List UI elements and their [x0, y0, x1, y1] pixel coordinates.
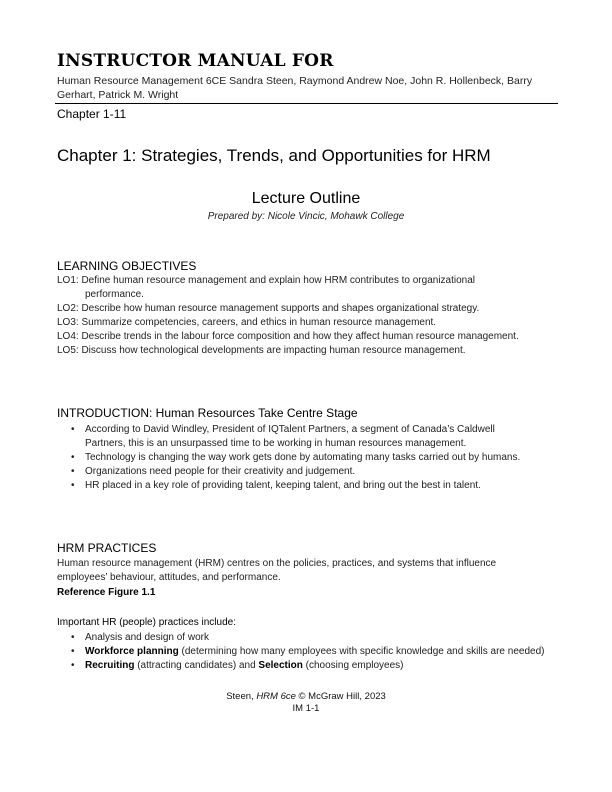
chapter-range: Chapter 1-11 [57, 107, 127, 121]
hrm-paragraph: Human resource management (HRM) centres on the policies, practices, and systems that influence employees’ behaviour, attitudes, and performance. [57, 558, 497, 583]
list-item [57, 631, 547, 645]
page-number: IM 1-1 [292, 703, 320, 714]
list-item: LO2: Describe how human resource management supports and shapes organizational strategy. [57, 303, 480, 314]
manual-title: INSTRUCTOR MANUAL FOR [57, 51, 334, 71]
footer-copyright [0, 691, 612, 703]
prepared-by: Prepared by: Nicole Vincic, Mohawk College [207, 211, 405, 222]
list-item-text: (choosing employees) [302, 660, 404, 671]
footer-publisher: © McGraw Hill, 2023 [295, 691, 386, 702]
learning-objectives-heading: LEARNING OBJECTIVES [57, 259, 197, 273]
footer-author: Steen, [226, 691, 257, 702]
list-item-text: Organizations need people for their creativity and judgement. [85, 466, 356, 477]
list-item [57, 465, 537, 479]
bullet-icon: • [71, 660, 75, 671]
introduction-heading: INTRODUCTION: Human Resources Take Centre Stage [57, 406, 358, 420]
list-item: LO3: Summarize competencies, careers, and ethics in human resource management. [57, 317, 437, 328]
list-item-text: Technology is changing the way work gets done by automating many tasks carried out by humans. [85, 452, 521, 463]
outline-title: Lecture Outline [251, 190, 361, 207]
header-divider [55, 103, 558, 104]
footer-book: HRM 6ce [256, 691, 296, 702]
list-item: LO5: Discuss how technological developments are impacting human resource management. [57, 345, 466, 356]
list-item [57, 645, 547, 659]
practice-term: Selection [258, 660, 303, 671]
practice-term: Workforce planning [85, 646, 179, 657]
list-item-text: HR placed in a key role of providing talent, keeping talent, and bring out the best in talent. [85, 480, 481, 491]
list-item: LO4: Describe trends in the labour force composition and how they affect human resource management. [57, 331, 519, 342]
list-item [57, 479, 537, 493]
book-authors: Human Resource Management 6CE Sandra Steen, Raymond Andrew Noe, John R. Hollenbeck, Barry Gerhart, Patrick M. Wright [57, 75, 533, 101]
list-item [57, 659, 547, 673]
important-practices-heading: Important HR (people) practices include: [57, 617, 236, 628]
practice-term: Recruiting [85, 660, 135, 671]
list-item-text: Analysis and design of work [85, 632, 209, 643]
list-item: LO1: Define human resource management and explain how HRM contributes to organizational performance. [57, 275, 476, 300]
list-item [57, 423, 537, 451]
page-footer [0, 691, 612, 715]
bullet-icon: • [71, 632, 75, 643]
reference-figure: Reference Figure 1.1 [57, 587, 156, 598]
hrm-practices-heading: HRM PRACTICES [57, 541, 157, 555]
bullet-icon: • [71, 466, 75, 477]
bullet-icon: • [71, 452, 75, 463]
list-item-text: (determining how many employees with specific knowledge and skills are needed) [178, 646, 545, 657]
list-item [57, 451, 537, 465]
bullet-icon: • [71, 480, 75, 491]
list-item-text: According to David Windley, President of IQTalent Partners, a segment of Canada’s Caldwell Partners, this is an unsurpassed time to be working in human resources management. [85, 424, 495, 449]
learning-objectives-list [57, 274, 527, 358]
practices-list [57, 631, 547, 673]
introduction-list [57, 423, 537, 493]
bullet-icon: • [71, 646, 75, 657]
list-item-text: (attracting candidates) and [134, 660, 259, 671]
chapter-title: Chapter 1: Strategies, Trends, and Opportunities for HRM [57, 146, 491, 165]
bullet-icon: • [71, 424, 75, 435]
